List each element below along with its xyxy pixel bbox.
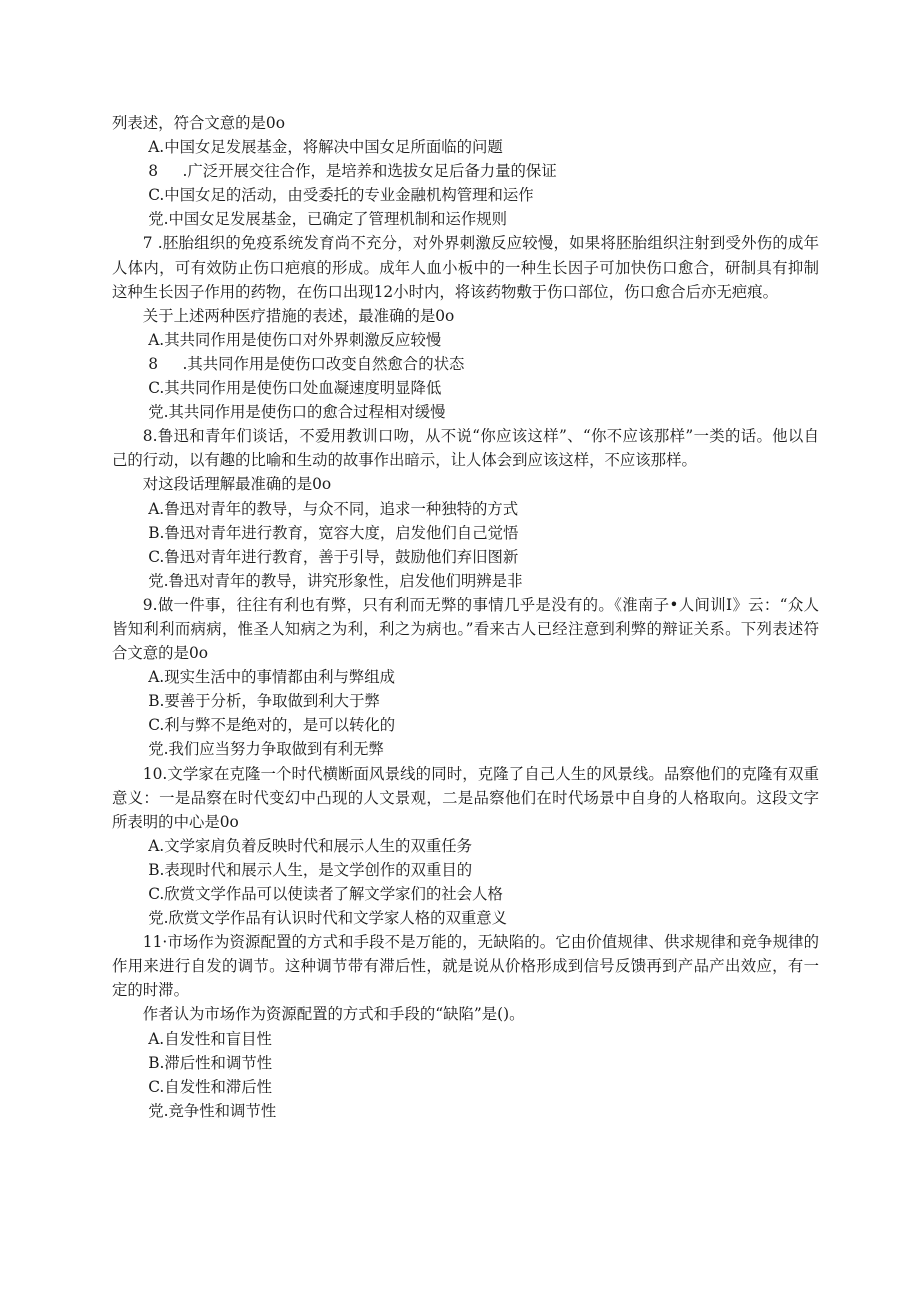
question-paragraph: 作者认为市场作为资源配置的方式和手段的“缺陷”是()。: [142, 1005, 525, 1024]
answer-option: C.欣赏文学作品可以使读者了解文学家们的社会人格: [148, 885, 503, 903]
answer-option: 8 .其共同作用是使伤口改变自然愈合的状态: [148, 354, 465, 373]
question-paragraph: 对这段话理解最准确的是0o: [142, 475, 332, 494]
answer-option: C.鲁迅对青年进行教育，善于引导，鼓励他们弃旧图新: [148, 547, 519, 566]
question-paragraph: 9.做一件事，往往有利也有弊，只有利而无弊的事情几乎是没有的。《淮南子•人间训I》云：“众人皆知利利而病病，惟圣人知病之为利，利之为病也。”看来古人已经注意到利弊的辩证关系。下列表述符合文意的是0o: [112, 595, 819, 663]
answer-option: C.利与弊不是绝对的，是可以转化的: [148, 716, 396, 735]
answer-option: 党.鲁迅对青年的教导，讲究形象性，启发他们明辨是非: [148, 571, 523, 590]
answer-option: C.自发性和滞后性: [148, 1077, 273, 1096]
answer-option: 党.竞争性和调节性: [148, 1101, 277, 1120]
question-paragraph: 关于上述两种医疗措施的表述，最准确的是0o: [142, 306, 455, 325]
answer-option: A.中国女足发展基金，将解决中国女足所面临的问题: [148, 138, 503, 157]
answer-option: A.其共同作用是使伤口对外界刺激反应较慢: [148, 330, 442, 349]
answer-option: 党.其共同作用是使伤口的愈合过程相对缓慢: [148, 403, 446, 422]
answer-option: A.现实生活中的事情都由利与弊组成: [148, 668, 396, 687]
answer-option: B.鲁迅对青年进行教育，宽容大度，启发他们自己觉悟: [148, 523, 519, 542]
answer-option: 党.我们应当努力争取做到有利无弊: [148, 740, 384, 759]
answer-option: B.表现时代和展示人生，是文学创作的双重目的: [148, 860, 473, 879]
answer-option: 党.中国女足发展基金，已确定了管理机制和运作规则: [148, 210, 508, 229]
question-paragraph: 10.文学家在克隆一个时代横断面风景线的同时，克隆了自己人生的风景线。品察他们的克隆有双重意义：一是品察在时代变幻中凸现的人文景观，二是品察他们在时代场景中自身的人格取向。这段文字所表明的中心是0o: [112, 764, 819, 831]
question-paragraph: 8.鲁迅和青年们谈话，不爱用教训口吻，从不说“你应该这样”、“你不应该那样”一类的话。他以自己的行动，以有趣的比喻和生动的故事作出暗示，让人体会到应该这样，不应该那样。: [112, 427, 819, 470]
answer-option: C.其共同作用是使伤口处血凝速度明显降低: [148, 379, 442, 398]
answer-option: 党.欣赏文学作品有认识时代和文学家人格的双重意义: [148, 909, 508, 928]
answer-option: A.自发性和盲目性: [148, 1029, 272, 1048]
question-paragraph: 11·市场作为资源配置的方式和手段不是万能的，无缺陷的。它由价值规律、供求规律和竞争规律的作用来进行自发的调节。这种调节带有滞后性，就是说从价格形成到信号反馈再到产品产出效应，有一定的时滞。: [112, 933, 819, 1000]
answer-option: 8 .广泛开展交往合作，是培养和选拔女足后备力量的保证: [148, 162, 557, 181]
continued-text: 列表述，符合文意的是0o: [112, 114, 285, 132]
answer-option: B.滞后性和调节性: [148, 1053, 273, 1072]
answer-option: A.鲁迅对青年的教导，与众不同，追求一种独特的方式: [148, 499, 519, 518]
answer-option: B.要善于分析，争取做到利大于弊: [148, 692, 380, 711]
document-body: [112, 111, 819, 1123]
answer-option: A.文学家肩负着反映时代和展示人生的双重任务: [148, 836, 473, 855]
answer-option: C.中国女足的活动，由受委托的专业金融机构管理和运作: [148, 186, 534, 205]
question-paragraph: 7 .胚胎组织的免疫系统发育尚不充分，对外界刺激反应较慢，如果将胚胎组织注射到受外伤的成年人体内，可有效防止伤口疤痕的形成。成年人血小板中的一种生长因子可加快伤口愈合，研制具有抑制这种生长因子作用的药物，在伤口出现12小时内，将该药物敷于伤口部位，伤口愈合后亦无疤痕。: [112, 234, 819, 301]
